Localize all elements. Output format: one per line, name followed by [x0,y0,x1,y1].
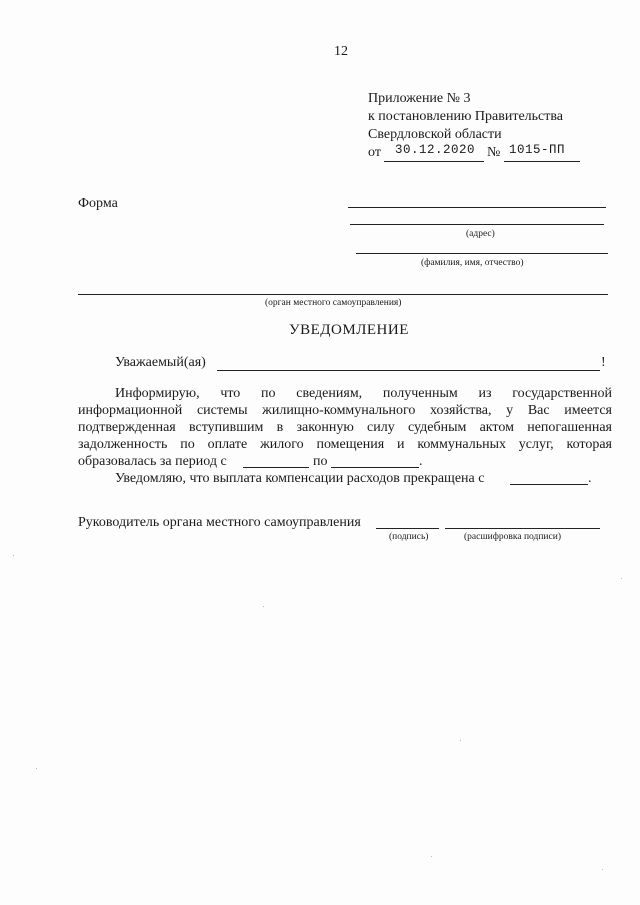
scan-speck [460,740,461,741]
termination-date-line [510,484,588,485]
signature-caption: (подпись) [389,532,429,542]
form-label: Форма [78,196,118,211]
greeting-label: Уважаемый(ая) [115,355,206,370]
address-line-2 [350,224,604,225]
notice-title: УВЕДОМЛЕНИЕ [289,322,409,338]
organ-caption: (орган местного самоуправления) [265,298,402,308]
signature-line [376,528,439,529]
organ-line [78,294,608,295]
appendix-date: 30.12.2020 [395,143,476,157]
appendix-date-underline [384,161,484,162]
address-line-1 [348,207,606,208]
fio-caption: (фамилия, имя, отчество) [421,258,524,268]
paragraph1-line-5-end: . [419,454,423,469]
appendix-line-2: к постановлению Правительства [368,109,564,124]
signature-label: Руководитель органа местного самоуправления [78,515,361,530]
address-caption: (адрес) [466,229,495,239]
appendix-line-3: Свердловской области [368,127,502,142]
paragraph1-line-1: Информирую, что по сведениям, полученным из государственной [115,386,612,401]
period-from-line [243,467,309,468]
paragraph1-line-4: задолженность по оплате жилого помещения и коммунальных услуг, которая [78,437,612,452]
scan-speck [431,856,432,857]
greeting-exclamation: ! [601,355,606,370]
paragraph1-line-2: информационной системы жилищно-коммунального хозяйства, у Вас имеется [78,403,612,418]
paragraph2-end: . [588,471,592,486]
signature-decoding-caption: (расшифровка подписи) [464,532,561,542]
scan-speck [621,578,622,579]
paragraph1-line-5-start: образовалась за период с [78,454,227,469]
greeting-name-line [217,370,600,371]
scan-speck [263,606,264,607]
appendix-number-label: № [487,145,501,160]
period-to-line [331,467,419,468]
appendix-number: 1015-ПП [509,143,566,157]
appendix-number-underline [504,161,580,162]
appendix-from-label: от [368,145,381,160]
scan-speck [36,768,37,769]
page-number: 12 [334,44,348,59]
appendix-line-1: Приложение № 3 [368,91,471,106]
paragraph1-line-5-mid: по [313,454,328,469]
paragraph2-text: Уведомляю, что выплата компенсации расходов прекращена с [115,471,485,486]
fio-line [356,253,608,254]
scan-speck [602,869,603,870]
scan-speck [13,555,14,556]
paragraph1-line-3: подтвержденная вступившим в законную силу судебным актом непогашенная [78,420,612,435]
signature-decoding-line [445,528,600,529]
